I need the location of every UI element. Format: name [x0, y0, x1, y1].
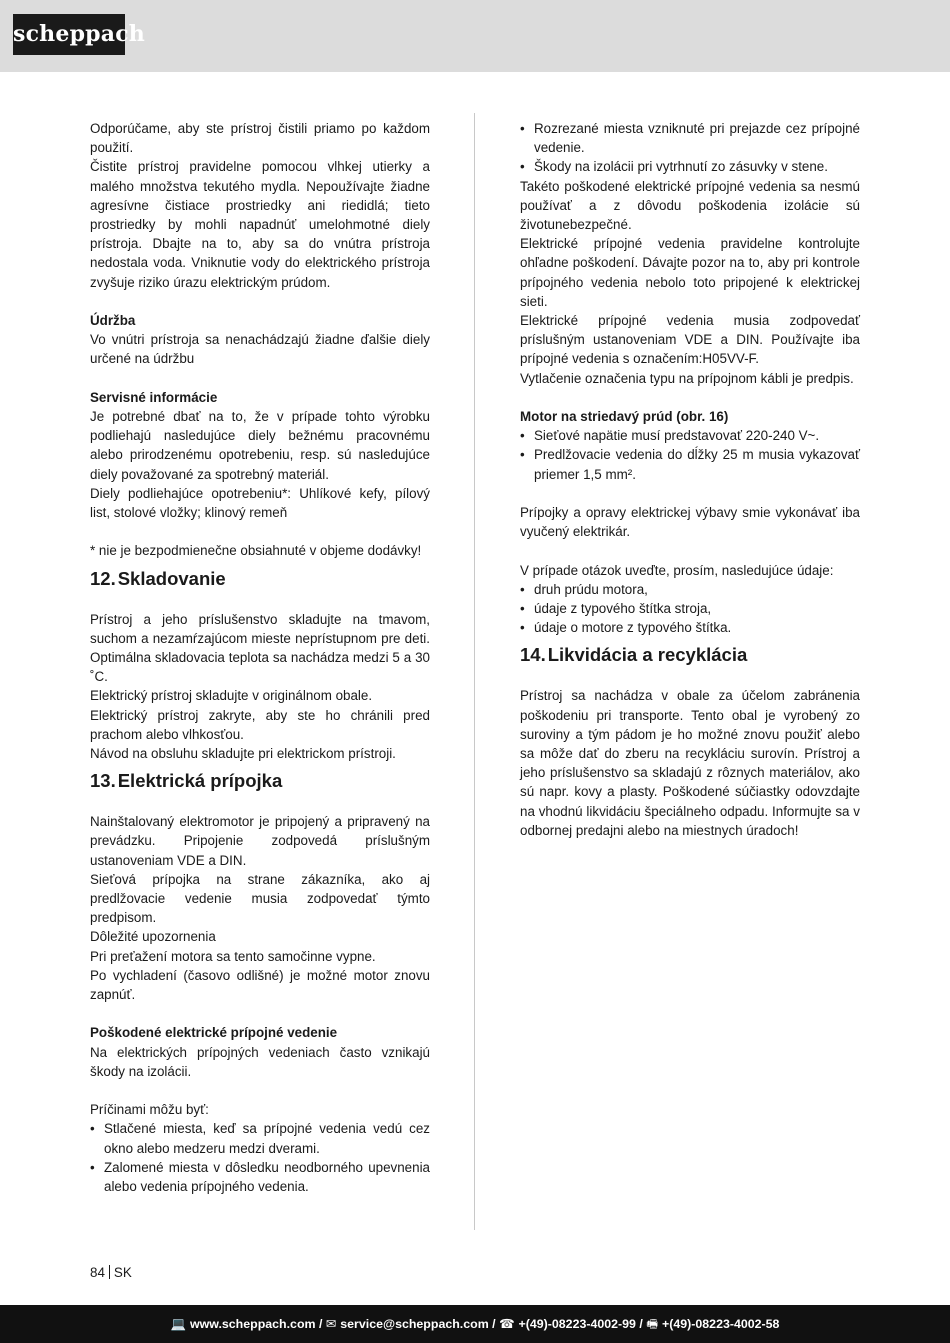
list-item: • Rozrezané miesta vzniknuté pri prejazde cez prípojné vedenie. — [520, 119, 860, 157]
section-heading-14 — [520, 637, 860, 686]
paragraph: Takéto poškodené elektrické prípojné vedenia sa nesmú používať a z dôvodu poškodenia izolácie sú životunebezpečné. — [520, 178, 860, 233]
footer-email: service@scheppach.com / — [340, 1317, 496, 1331]
footnote: * nie je bezpodmienečne obsiahnuté v objeme dodávky! — [90, 543, 422, 559]
list-item: • údaje o motore z typového štítka. — [520, 618, 860, 637]
list-item: • Zalomené miesta v dôsledku neodborného upevnenia alebo vedenia prípojného vedenia. — [90, 1158, 430, 1196]
paragraph: Sieťová prípojka na strane zákazníka, ako aj predlžovacie vedenie musia zodpovedať týmto predpisom. — [90, 871, 430, 926]
paragraph: Po vychladení (časovo odlišné) je možné motor znovu zapnúť. — [90, 967, 430, 1003]
paragraph: Elektrický prístroj zakryte, aby ste ho chránili pred prachom alebo vlhkosťou. — [90, 707, 430, 742]
paragraph: Diely podliehajúce opotrebeniu*: Uhlíkové kefy, pílový list, stolové vložky; klinový remeň — [90, 485, 430, 521]
paragraph: Odporúčame, aby ste prístroj čistili priamo po každom použití. — [90, 121, 430, 156]
right-column — [520, 119, 860, 840]
paragraph: Pri preťažení motora sa tento samočinne vypne. — [90, 948, 376, 964]
paragraph: Elektrické prípojné vedenia pravidelne kontrolujte ohľadne poškodení. Dávajte pozor na to, aby pri kontrole prípojného vedenia nebolo toto pripojené k elektrickej sieti. — [520, 236, 860, 309]
list-item: • Sieťové napätie musí predstavovať 220-240 V~. — [520, 426, 860, 445]
subheading-servis: Servisné informácie — [90, 389, 218, 405]
left-column — [90, 119, 430, 1196]
paragraph: Prístroj sa nachádza v obale za účelom zabránenia poškodeniu pri transporte. Tento obal je vyrobený zo suroviny a tým pádom je ho možné znovu použiť alebo sa môže dať do zberu na recykláciu surovín. Prístroj a jeho príslušenstvo sa skladajú z rôznych materiálov, ako sú napr. kovy a plasty. Poškodené súčiastky odovzdajte na vhodnú likvidáciu špeciálneho odpadu. Informujte sa v odbornej predajni alebo na miestnych úradoch! — [520, 688, 860, 838]
paragraph: Prístroj a jeho príslušenstvo skladujte na tmavom, suchom a nezamŕzajúcom mieste neprístupnom pre deti. Optimálna skladovacia teplota sa nachádza medzi 5 a 30 ˚C. — [90, 611, 430, 685]
scheppach-logo: scheppach — [13, 14, 125, 55]
footer-web: www.scheppach.com / — [189, 1317, 323, 1331]
paragraph: Elektrické prípojné vedenia musia zodpovedať príslušným ustanoveniam VDE a DIN. Používajte iba prípojné vedenia s označením:H05VV-F. — [520, 313, 860, 367]
page-header — [0, 0, 950, 72]
section-heading-13 — [90, 763, 430, 812]
envelope-icon: ✉ — [325, 1317, 337, 1331]
phone-icon: ☎ — [499, 1317, 515, 1331]
paragraph: Na elektrických prípojných vedeniach často vznikajú škody na izolácii. — [90, 1044, 430, 1079]
fax-icon: 🖷 — [646, 1317, 658, 1331]
list-item: • údaje z typového štítka stroja, — [520, 599, 860, 618]
page-footer — [0, 1305, 950, 1343]
list-item: • Stlačené miesta, keď sa prípojné vedenia vedú cez okno alebo medzeru medzi dverami. — [90, 1119, 430, 1157]
section-title: Likvidácia a recyklácia — [547, 644, 748, 666]
footer-phone: +(49)-08223-4002-99 / — [518, 1317, 643, 1331]
subheading-motor: Motor na striedavý prúd (obr. 16) — [520, 409, 729, 425]
list-item: • Predlžovacie vedenia do dĺžky 25 m musia vykazovať priemer 1,5 mm². — [520, 445, 860, 483]
paragraph: Prípojky a opravy elektrickej výbavy smie vykonávať iba vyučený elektrikár. — [520, 505, 860, 540]
page-separator — [109, 1265, 110, 1279]
paragraph: Vo vnútri prístroja sa nenachádzajú žiadne ďalšie diely určené na údržbu — [90, 332, 430, 367]
computer-icon: 💻 — [170, 1317, 186, 1331]
section-number: 12. — [90, 567, 116, 589]
page-number — [90, 1265, 132, 1281]
subheading-damaged: Poškodené elektrické prípojné vedenie — [90, 1025, 338, 1041]
footer-fax: +(49)-08223-4002-58 — [662, 1317, 780, 1331]
paragraph: Dôležité upozornenia — [90, 929, 216, 945]
column-divider — [474, 113, 475, 1230]
section-number: 13. — [90, 770, 116, 792]
paragraph: Návod na obsluhu skladujte pri elektrickom prístroji. — [90, 746, 396, 762]
paragraph: Je potrebné dbať na to, že v prípade tohto výrobku podliehajú nasledujúce diely bežnému pracovnému alebo prirodzenému opotrebeniu, resp. sú nasledujúce diely považované za spotrebný materiál. — [90, 409, 430, 482]
section-title: Skladovanie — [117, 567, 226, 589]
section-heading-12 — [90, 561, 430, 610]
page-language: SK — [113, 1265, 132, 1280]
paragraph: Vytlačenie označenia typu na prípojnom kábli je predpis. — [520, 370, 854, 386]
paragraph: Elektrický prístroj skladujte v originálnom obale. — [90, 688, 373, 704]
paragraph: V prípade otázok uveďte, prosím, nasledujúce údaje: — [520, 562, 834, 578]
list-item: • druh prúdu motora, — [520, 580, 860, 599]
list-item: • Škody na izolácii pri vytrhnutí zo zásuvky v stene. — [520, 157, 860, 176]
paragraph: Príčinami môžu byť: — [90, 1102, 209, 1118]
section-number: 14. — [520, 644, 546, 666]
page-number-value: 84 — [90, 1265, 105, 1280]
subheading-udrzba: Údržba — [90, 313, 136, 329]
section-title: Elektrická prípojka — [117, 770, 283, 792]
paragraph: Nainštalovaný elektromotor je pripojený a pripravený na prevádzku. Pripojenie zodpovedá príslušným ustanoveniam VDE a DIN. — [90, 814, 430, 868]
paragraph: Čistite prístroj pravidelne pomocou vlhkej utierky a malého množstva tekutého mydla. Nepoužívajte žiadne agresívne čistiace prostriedky ani riedidlá; tieto prostriedky by mohli napadnúť umelohmotné diely prístroja. Dbajte na to, aby sa do vnútra prístroja nedostala voda. Vniknutie vody do elektrického prístroja zvyšuje riziko úrazu elektrickým prúdom. — [90, 159, 430, 290]
